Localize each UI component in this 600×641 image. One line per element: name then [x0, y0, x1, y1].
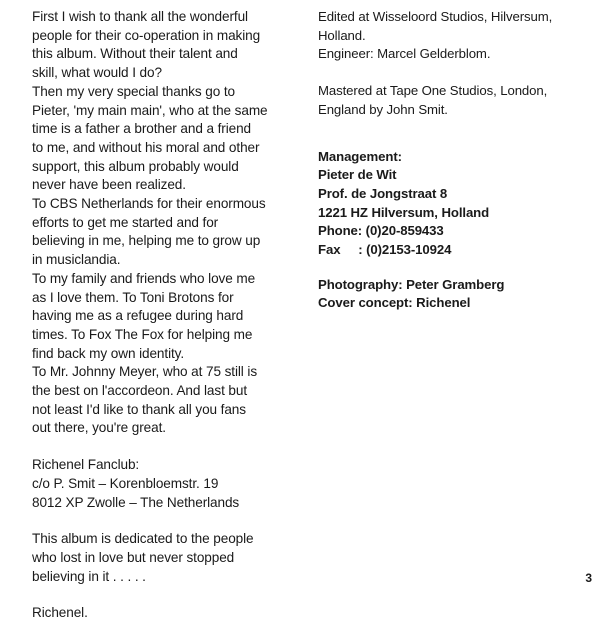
- thanks-line: out there, you're great.: [32, 420, 166, 436]
- thanks-line: First I wish to thank all the wonderful: [32, 9, 248, 24]
- art-credits: [318, 276, 588, 313]
- dedication-line: This album is dedicated to the people: [32, 531, 254, 547]
- management-name: Pieter de Wit: [318, 167, 397, 183]
- signature: Richenel.: [32, 605, 88, 621]
- thanks-paragraph: [32, 8, 300, 438]
- management-heading: Management:: [318, 148, 402, 164]
- left-column: [32, 8, 300, 641]
- management-contact: [318, 148, 588, 260]
- editing-credits: [318, 8, 588, 64]
- thanks-line: the best on l'accordeon. And last but: [32, 383, 248, 399]
- management-fax: Fax : (0)2153-10924: [318, 242, 452, 258]
- thanks-line: in musiclandia.: [32, 252, 121, 268]
- management-phone: Phone: (0)20-859433: [318, 223, 444, 239]
- fanclub-line: 8012 XP Zwolle – The Netherlands: [32, 494, 240, 510]
- thanks-line: times. To Fox The Fox for helping me: [32, 326, 253, 342]
- page-number: 3: [585, 571, 592, 585]
- management-street: Prof. de Jongstraat 8: [318, 185, 448, 201]
- thanks-line: skill, what would I do?: [32, 65, 162, 81]
- thanks-line: having me as a refugee during hard: [32, 308, 244, 324]
- thanks-line: as I love them. To Toni Brotons for: [32, 289, 234, 305]
- thanks-line: to me, and without his moral and other: [32, 139, 260, 155]
- thanks-line: Pieter, 'my main main', who at the same: [32, 102, 268, 118]
- cover-concept-credit: Cover concept: Richenel: [318, 295, 471, 311]
- thanks-line: To Mr. Johnny Meyer, who at 75 still is: [32, 364, 258, 380]
- thanks-line: not least I'd like to thank all you fans: [32, 401, 246, 417]
- thanks-line: never have been realized.: [32, 177, 186, 193]
- edit-line: Edited at Wisseloord Studios, Hilversum,: [318, 9, 553, 24]
- signature-block: [32, 604, 300, 623]
- thanks-line: support, this album probably would: [32, 158, 239, 174]
- thanks-line: To CBS Netherlands for their enormous: [32, 196, 266, 212]
- fanclub-address: [32, 456, 300, 512]
- fanclub-line: Richenel Fanclub:: [32, 457, 140, 473]
- thanks-line: efforts to get me started and for: [32, 214, 219, 230]
- management-city: 1221 HZ Hilversum, Holland: [318, 204, 490, 220]
- thanks-line: Then my very special thanks go to: [32, 83, 235, 99]
- thanks-line: people for their co-operation in making: [32, 27, 261, 43]
- dedication: [32, 530, 300, 586]
- right-column: [318, 8, 588, 331]
- thanks-line: To my family and friends who love me: [32, 270, 256, 286]
- thanks-line: time is a father a brother and a friend: [32, 121, 252, 137]
- dedication-line: who lost in love but never stopped: [32, 549, 235, 565]
- thanks-line: believing in me, helping me to grow up: [32, 233, 261, 249]
- thanks-line: this album. Without their talent and: [32, 46, 238, 62]
- fanclub-line: c/o P. Smit – Korenbloemstr. 19: [32, 475, 219, 491]
- master-line: England by John Smit.: [318, 101, 448, 117]
- edit-line: Holland.: [318, 27, 366, 43]
- photography-credit: Photography: Peter Gramberg: [318, 276, 505, 292]
- master-line: Mastered at Tape One Studios, London,: [318, 83, 548, 99]
- thanks-line: find back my own identity.: [32, 345, 185, 361]
- mastering-credits: [318, 82, 588, 119]
- edit-line: Engineer: Marcel Gelderblom.: [318, 46, 491, 62]
- dedication-line: believing in it . . . . .: [32, 568, 146, 584]
